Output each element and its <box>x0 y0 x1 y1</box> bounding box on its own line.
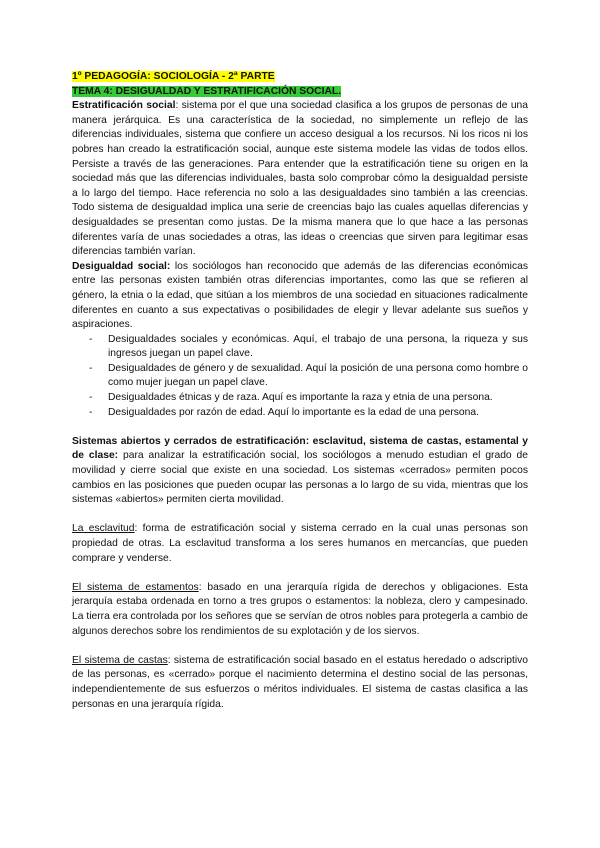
text-estamentos: : basado en una jerarquía rígida de derechos y obligaciones. Esta jerarquía estaba ordenada en torno a tres grupos o estamentos: la nobleza, clero y campesinado. La tierra era controlada por los señores que se servían de otros nobles para protegerla a cambio de algunos derechos sobre los rendimientos de su explotación y de los siervos. <box>72 581 528 637</box>
paragraph-sistemas <box>72 435 528 508</box>
paragraph-estamentos <box>72 581 528 639</box>
text-castas: : sistema de estratificación social basado en el estatus heredado o adscriptivo de las personas, es «cerrado» porque el nacimiento determina el destino social de las personas, independientemente de sus esfuerzos o méritos individuales. El sistema de castas clasifica a las personas en una jerarquía rígida. <box>72 654 528 710</box>
term-esclavitud: La esclavitud <box>72 523 135 535</box>
list-item: - Desigualdades étnicas y de raza. Aquí es importante la raza y etnia de una persona. <box>72 391 528 406</box>
term-sistemas: Sistemas abiertos y cerrados de estratificación: esclavitud, sistema de castas, estamental y de clase: <box>72 435 528 462</box>
topic-heading <box>72 85 528 100</box>
term-estamentos: El sistema de estamentos <box>72 581 199 593</box>
paragraph-desigualdad <box>72 260 528 333</box>
list-item: - Desigualdades por razón de edad. Aquí lo importante es la edad de una persona. <box>72 406 528 421</box>
list-item: - Desigualdades sociales y económicas. Aquí, el trabajo de una persona, la riqueza y sus ingresos juegan un papel clave. <box>72 333 528 362</box>
list-item: - Desigualdades de género y de sexualidad. Aquí la posición de una persona como hombre o como mujer juegan un papel clave. <box>72 362 528 391</box>
spacer <box>72 420 528 435</box>
document-page <box>72 70 528 712</box>
text-sistemas: para analizar la estratificación social, los sociólogos a menudo estudian el grado de movilidad y cierre social que existe en una sociedad. Los sistemas «cerrados» permiten pocos cambios en las posiciones que pueden ocupar las personas a lo largo de su vida, mientras que los sistemas «abiertos» permiten cierta movilidad. <box>72 450 528 506</box>
course-heading <box>72 70 528 85</box>
inequality-list <box>72 333 528 421</box>
course-heading-highlight: 1º PEDAGOGÍA: SOCIOLOGÍA - 2ª PARTE <box>72 71 275 82</box>
term-estratificacion: Estratificación social <box>72 100 176 112</box>
term-desigualdad: Desigualdad social: <box>72 260 171 272</box>
paragraph-esclavitud <box>72 522 528 566</box>
term-castas: El sistema de castas <box>72 654 168 666</box>
text-estratificacion: : sistema por el que una sociedad clasifica a los grupos de personas de una manera jerárquica. Es una característica de la sociedad, no simplemente un reflejo de las diferencias individuales, sistema que confiere un acceso desigual a los recursos. Ni los ricos ni los pobres han creado la estratificación social, aunque este sistema modele las vidas de todos ellos. Persiste a través de las generaciones. Para entender que la estratificación tiene su origen en la sociedad más que las diferencias individuales, basta solo comprobar cómo la desigualdad persiste a lo largo del tiempo. Hace referencia no solo a las desigualdades sino también a las creencias. Todo sistema de desigualdad implica una serie de creencias bajo las cuales aquellas diferencias y desigualdades se presentan como justas. De la misma manera que lo que hace a las personas diferentes varía de unas sociedades a otras, las ideas o creencias que sirven para legitimar esas diferencias también varían. <box>72 100 528 258</box>
spacer <box>72 508 528 523</box>
spacer <box>72 639 528 654</box>
text-desigualdad: los sociólogos han reconocido que además de las diferencias económicas entre las personas existen también otras diferencias importantes, como las que se refieren al género, la etnia o la edad, que sitúan a los miembros de una sociedad en situaciones radicalmente diferentes en cuanto a sus expectativas o posibilidades de elegir y llevar adelante sus sueños y aspiraciones. <box>72 260 528 331</box>
paragraph-castas <box>72 654 528 712</box>
text-esclavitud: : forma de estratificación social y sistema cerrado en la cual unas personas son propiedad de otras. La esclavitud transforma a los seres humanos en mercancías, que pueden comprare y venderse. <box>72 523 528 564</box>
paragraph-estratificacion <box>72 99 528 260</box>
spacer <box>72 566 528 581</box>
topic-heading-highlight: TEMA 4: DESIGUALDAD Y ESTRATIFICACIÓN SOCIAL. <box>72 85 342 97</box>
